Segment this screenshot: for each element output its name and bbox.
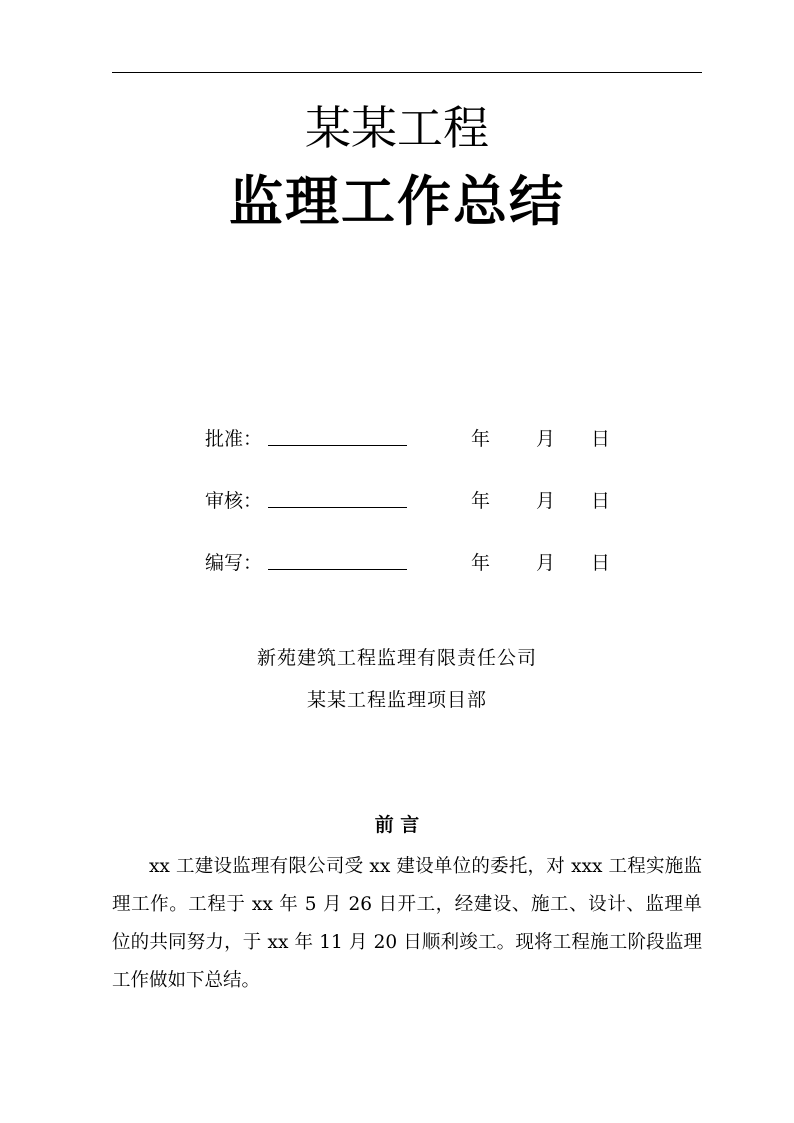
review-month-label: 月 — [536, 490, 556, 512]
document-title: 监理工作总结 — [229, 169, 565, 233]
company-name: 新苑建筑工程监理有限责任公司 — [256, 647, 537, 669]
preface-paragraph: xx 工建设监理有限公司受 xx 建设单位的委托，对 xxx 工程实施监理工作。工程于 xx 年 5 月 26 日开工，经建设、施工、设计、监理单位的共同努力，于 xx 年 11 月 20 日顺利竣工。现将工程施工阶段监理工作做如下总结。 — [112, 856, 702, 991]
review-signature-blank — [268, 507, 407, 508]
approve-year-label: 年 — [471, 428, 491, 450]
review-year-label: 年 — [471, 490, 491, 512]
signoff-row-write — [205, 548, 625, 578]
approve-month-label: 月 — [536, 428, 556, 450]
write-month-label: 月 — [536, 552, 556, 574]
review-label: 审核： — [205, 490, 263, 512]
preface-heading: 前 言 — [374, 814, 420, 836]
write-label: 编写： — [205, 552, 263, 574]
signoff-row-approve — [205, 424, 625, 454]
write-day-label: 日 — [591, 552, 611, 574]
write-signature-blank — [268, 569, 407, 570]
project-title: 某某工程 — [305, 101, 489, 155]
header-rule — [112, 72, 702, 73]
approve-signature-blank — [268, 445, 407, 446]
approve-day-label: 日 — [591, 428, 611, 450]
signoff-row-review — [205, 486, 625, 516]
review-day-label: 日 — [591, 490, 611, 512]
write-year-label: 年 — [471, 552, 491, 574]
project-department: 某某工程监理项目部 — [306, 689, 487, 711]
approve-label: 批准： — [205, 428, 263, 450]
